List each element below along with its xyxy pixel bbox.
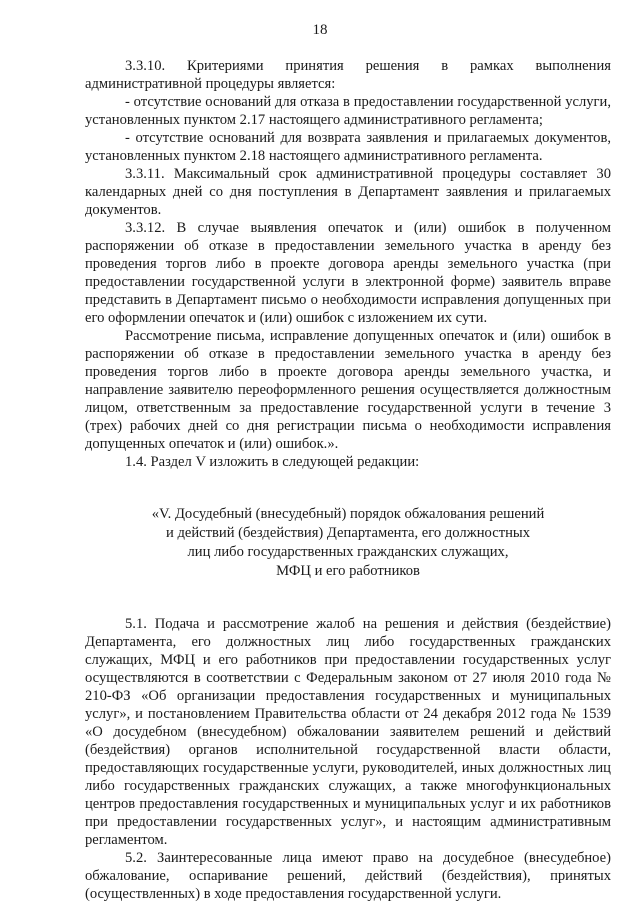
paragraph-3-3-10: 3.3.10. Критериями принятия решения в рамках выполнения административной процедуры является: bbox=[85, 58, 611, 92]
paragraph-5-2: 5.2. Заинтересованные лица имеют право на досудебное (внесудебное) обжалование, оспаривание решений, действий (бездействия), принятых (осуществленных) в ходе предоставления государственной услуги. bbox=[85, 850, 611, 902]
paragraph-3-3-11: 3.3.11. Максимальный срок административной процедуры составляет 30 календарных дней со дня поступления в Департамент заявления и прилагаемых документов. bbox=[85, 166, 611, 218]
paragraph-criteria-2: - отсутствие оснований для возврата заявления и прилагаемых документов, установленных пунктом 2.18 настоящего административного регламента. bbox=[85, 130, 611, 164]
heading-line: лиц либо государственных гражданских служащих, bbox=[187, 544, 509, 560]
paragraph-criteria-1: - отсутствие оснований для отказа в предоставлении государственной услуги, установленных пунктом 2.17 настоящего административного регламента; bbox=[85, 94, 611, 128]
paragraph-letter-review: Рассмотрение письма, исправление допущенных опечаток и (или) ошибок в распоряжении об отказе в предоставлении земельного участка в аренду без проведения торгов либо в проекте договора аренды земельного участка, и направление заявителю переоформленного решения осуществляется должностным лицом, ответственным за предоставление государственной услуги в течение 3 (трех) рабочих дней со дня регистрации письма о необходимости исправления допущенных опечаток и (или) ошибок.». bbox=[85, 328, 611, 452]
paragraph-5-1: 5.1. Подача и рассмотрение жалоб на решения и действия (бездействие) Департамента, его должностных лиц либо государственных гражданских служащих, МФЦ и его работников при предоставлении государственных услуг осуществляются в соответствии с Федеральным законом от 27 июля 2010 года № 210-ФЗ «Об организации предоставления государственных и муниципальных услуг», и постановлением Правительства области от 24 декабря 2012 года № 1539 «О досудебном (внесудебном) обжаловании заявителем решений и действий (бездействия) органов исполнительной государственной власти области, предоставляющих государственные услуги, руководителей, иных должностных лиц либо государственных гражданских служащих, а также многофункциональных центров предоставления государственных и муниципальных услуг и их работников при предоставлении государственных услуг», и настоящим административным регламентом. bbox=[85, 616, 611, 848]
section-v-heading bbox=[85, 505, 611, 581]
heading-line: МФЦ и его работников bbox=[276, 563, 420, 579]
heading-line: и действий (бездействия) Департамента, его должностных bbox=[166, 525, 530, 541]
heading-line: «V. Досудебный (внесудебный) порядок обжалования решений bbox=[151, 506, 545, 522]
paragraph-1-4: 1.4. Раздел V изложить в следующей редакции: bbox=[125, 454, 420, 470]
document-body bbox=[85, 57, 611, 903]
page-number: 18 bbox=[312, 22, 328, 38]
paragraph-3-3-12: 3.3.12. В случае выявления опечаток и (или) ошибок в полученном распоряжении об отказе в предоставлении земельного участка в аренду без проведения торгов либо в проекте договора аренды земельного участка (при предоставлении государственной услуги в электронной форме) заявитель вправе представить в Департамент письмо о необходимости исправления допущенных при его оформлении опечаток и (или) ошибок с изложением их сути. bbox=[85, 220, 611, 326]
